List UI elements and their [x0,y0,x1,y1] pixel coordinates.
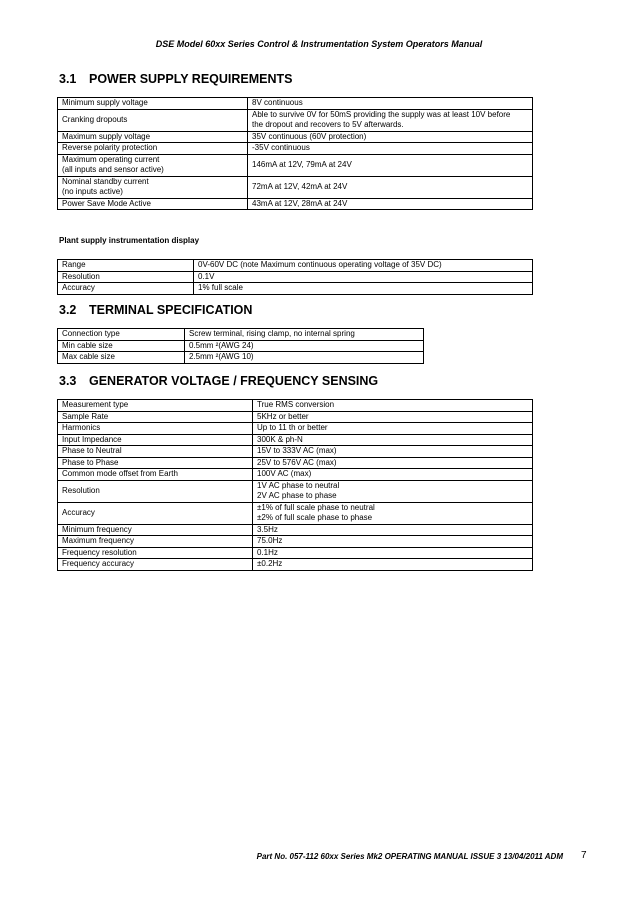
spec-value-cell [194,271,533,283]
spec-label-line: Maximum supply voltage [62,131,151,141]
spec-label-cell [58,411,253,423]
spec-label-cell [58,547,253,559]
spec-label-cell [58,457,253,469]
spec-label-line: Cranking dropouts [62,114,128,124]
spec-value-cell [253,480,533,502]
spec-value-line: 0.5mm ²(AWG 24) [189,340,254,350]
spec-value-line: 2V AC phase to phase [257,491,337,500]
spec-label-cell [58,524,253,536]
spec-value-cell [248,198,533,210]
section-heading-terminal [59,303,252,317]
spec-value-cell [248,98,533,110]
spec-value-line: 25V to 576V AC (max) [257,457,337,467]
spec-value-line: 1% full scale [198,283,243,292]
spec-value-line: 300K & ph-N [257,434,303,444]
spec-label-line: Harmonics [62,423,101,432]
table-row [58,547,533,559]
spec-value-line: 72mA at 12V, 42mA at 24V [252,181,348,191]
spec-label-cell [58,131,248,143]
table-row [58,524,533,536]
spec-label-cell [58,352,185,364]
table-row [58,400,533,412]
spec-value-cell [194,283,533,295]
spec-label-line: Frequency accuracy [62,559,135,568]
spec-label-line: (all inputs and sensor active) [62,165,164,174]
spec-value-line: Screw terminal, rising clamp, no internal spring [189,329,355,338]
spec-label-cell [58,176,248,198]
spec-value-line: ±2% of full scale phase to phase [257,513,373,522]
spec-value-cell [253,502,533,524]
spec-value-cell [248,109,533,131]
table-row [58,559,533,571]
table-row [58,198,533,210]
spec-label-cell [58,143,248,155]
spec-label-line: Max cable size [62,352,115,361]
spec-label-line: Phase to Neutral [62,446,122,455]
page-number: 7 [581,850,587,861]
spec-value-line: 35V continuous (60V protection) [252,131,367,141]
spec-value-cell [253,559,533,571]
spec-value-cell [253,547,533,559]
spec-label-cell [58,446,253,458]
spec-label-line: Maximum operating current [62,154,160,164]
section-heading-generator [59,374,378,388]
spec-value-line: 100V AC (max) [257,469,312,478]
spec-label-cell [58,329,185,341]
table-row [58,154,533,176]
spec-label-cell [58,469,253,481]
spec-value-line: Up to 11 th or better [257,423,328,432]
power-supply-table [57,97,533,210]
spec-label-cell [58,434,253,446]
spec-label-line: Maximum frequency [62,536,135,545]
table-row [58,469,533,481]
table-row [58,536,533,548]
spec-value-cell [253,411,533,423]
spec-label-line: Power Save Mode Active [62,198,151,208]
plant-supply-heading: Plant supply instrumentation display [59,236,200,245]
spec-label-line: Input Impedance [62,434,122,444]
spec-label-cell [58,154,248,176]
spec-value-cell [248,154,533,176]
spec-value-line: 146mA at 12V, 79mA at 24V [252,159,352,169]
section-title: GENERATOR VOLTAGE / FREQUENCY SENSING [89,374,379,388]
table-row [58,109,533,131]
spec-value-line: the dropout and recovers to 5V afterwards. [252,120,404,129]
generator-table [57,399,533,571]
spec-label-line: (no inputs active) [62,187,123,196]
spec-value-line: 75.0Hz [257,536,283,545]
spec-label-line: Range [62,260,86,269]
spec-label-cell [58,283,194,295]
table-row [58,143,533,155]
spec-label-cell [58,260,194,272]
spec-label-line: Phase to Phase [62,457,119,467]
spec-value-line: True RMS conversion [257,400,335,409]
spec-value-cell [248,176,533,198]
spec-value-line: ±0.2Hz [257,559,283,568]
table-row [58,260,533,272]
section-title: TERMINAL SPECIFICATION [89,303,253,317]
plant-supply-table [57,259,533,295]
spec-label-line: Accuracy [62,283,95,292]
spec-label-line: Min cable size [62,340,113,350]
spec-label-line: Sample Rate [62,411,109,421]
section-number: 3.3 [59,374,77,388]
table-row [58,457,533,469]
spec-label-cell [58,198,248,210]
spec-label-cell [58,559,253,571]
table-row [58,271,533,283]
table-row [58,283,533,295]
spec-value-cell [185,340,424,352]
table-row [58,480,533,502]
spec-value-cell [248,131,533,143]
table-row [58,352,424,364]
spec-value-line: 0.1V [198,271,215,281]
spec-label-line: Resolution [62,271,100,281]
spec-value-cell [253,536,533,548]
table-row [58,411,533,423]
spec-value-line: ±1% of full scale phase to neutral [257,502,375,512]
spec-label-line: Nominal standby current [62,176,149,186]
spec-value-line: 5KHz or better [257,411,309,421]
spec-value-cell [253,423,533,435]
spec-label-line: Minimum frequency [62,524,132,534]
section-heading-power-supply [59,72,293,86]
spec-value-cell [253,457,533,469]
table-row [58,434,533,446]
spec-label-cell [58,400,253,412]
table-row [58,340,424,352]
spec-value-cell [253,446,533,458]
spec-value-cell [185,352,424,364]
footer-text: Part No. 057-112 60xx Series Mk2 OPERATING MANUAL ISSUE 3 13/04/2011 ADM [256,852,563,861]
spec-value-line: 3.5Hz [257,524,278,534]
spec-value-cell [253,524,533,536]
table-row [58,98,533,110]
spec-value-cell [248,143,533,155]
terminal-table [57,328,424,364]
spec-label-cell [58,109,248,131]
spec-value-line: 43mA at 12V, 28mA at 24V [252,198,348,208]
spec-label-cell [58,340,185,352]
table-row [58,446,533,458]
spec-value-line: 2.5mm ²(AWG 10) [189,352,254,361]
spec-label-cell [58,480,253,502]
spec-label-line: Accuracy [62,507,95,517]
table-row [58,423,533,435]
spec-value-cell [253,434,533,446]
spec-value-line: 15V to 333V AC (max) [257,446,337,455]
spec-label-cell [58,502,253,524]
spec-value-line: 8V continuous [252,98,303,107]
table-row [58,329,424,341]
spec-value-cell [253,400,533,412]
spec-value-cell [253,469,533,481]
section-title: POWER SUPPLY REQUIREMENTS [89,72,293,86]
spec-value-line: 0V-60V DC (note Maximum continuous operating voltage of 35V DC) [198,260,442,269]
section-number: 3.2 [59,303,77,317]
spec-value-cell [194,260,533,272]
table-row [58,176,533,198]
spec-value-line: -35V continuous [252,143,310,152]
spec-value-line: 1V AC phase to neutral [257,480,340,490]
spec-label-cell [58,423,253,435]
spec-label-line: Connection type [62,329,120,338]
spec-label-cell [58,271,194,283]
running-header: DSE Model 60xx Series Control & Instrumentation System Operators Manual [155,39,483,49]
spec-value-line: Able to survive 0V for 50mS providing the supply was at least 10V before [252,109,511,119]
spec-label-cell [58,98,248,110]
spec-label-line: Common mode offset from Earth [62,469,178,478]
table-row [58,131,533,143]
spec-value-line: 0.1Hz [257,547,278,557]
spec-label-line: Reverse polarity protection [62,143,158,152]
spec-label-cell [58,536,253,548]
spec-label-line: Resolution [62,485,100,495]
table-row [58,502,533,524]
spec-value-cell [185,329,424,341]
spec-label-line: Measurement type [62,400,129,409]
section-number: 3.1 [59,72,77,86]
spec-label-line: Minimum supply voltage [62,98,148,107]
spec-label-line: Frequency resolution [62,547,137,557]
